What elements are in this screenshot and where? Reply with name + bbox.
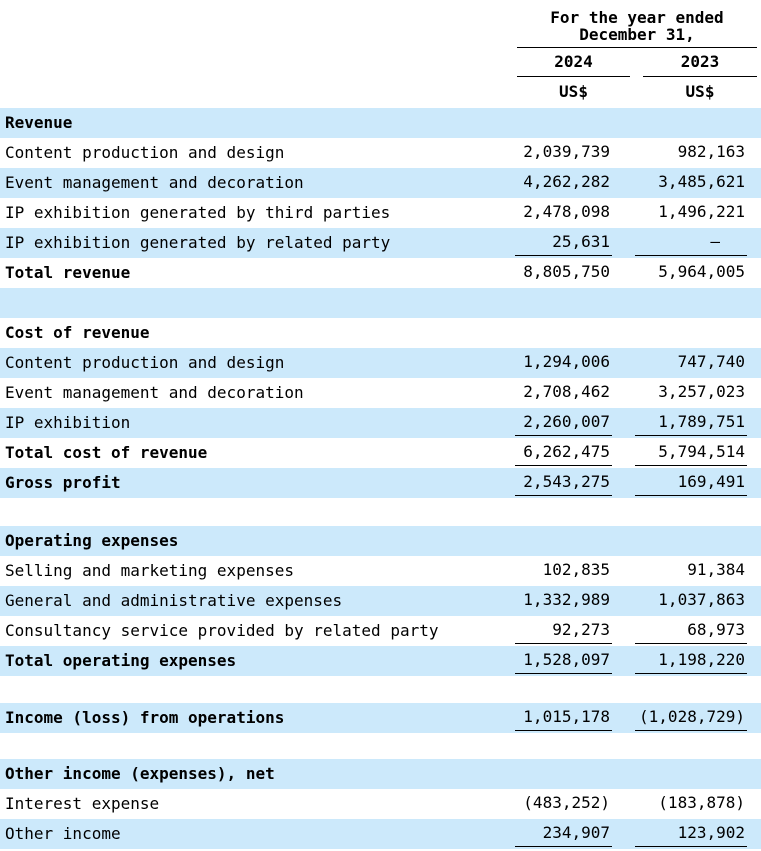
value-2024: 102,835	[542, 560, 610, 579]
value-2024	[515, 526, 612, 554]
value-2023	[635, 759, 747, 787]
value-2024: 6,262,475	[515, 438, 612, 466]
row-label: Cost of revenue	[5, 323, 150, 342]
value-2024	[515, 759, 612, 787]
table-row-gross-profit	[0, 468, 761, 498]
row-label: General and administrative expenses	[5, 591, 343, 610]
row-label: Content production and design	[5, 353, 285, 372]
value-2023	[635, 108, 747, 136]
currency-label-2023: US$	[685, 82, 715, 101]
table-row	[0, 198, 761, 228]
column-header-2023: 2023	[643, 48, 757, 77]
value-2024: 25,631	[515, 228, 612, 256]
value-2024	[515, 108, 612, 136]
value-2024: 2,039,739	[523, 142, 610, 161]
value-2023: 1,198,220	[635, 646, 747, 674]
value-2023	[635, 526, 747, 554]
value-2024: 2,260,007	[515, 408, 612, 436]
table-row	[0, 586, 761, 616]
row-label: Total cost of revenue	[5, 443, 208, 462]
value-2023: 982,163	[677, 142, 745, 161]
spacer-row	[0, 498, 761, 526]
table-row-income-loss-from-operations	[0, 703, 761, 733]
income-statement-table	[0, 108, 761, 849]
row-label: Total revenue	[5, 263, 131, 282]
table-row-section-other-income-net	[0, 759, 761, 789]
table-row	[0, 138, 761, 168]
spacer-row	[0, 676, 761, 703]
value-2024: 1,294,006	[523, 352, 610, 371]
currency-label-2024: US$	[559, 82, 588, 101]
row-label: Interest expense	[5, 794, 160, 813]
value-2023: —	[635, 228, 747, 256]
table-row-total-operating-expenses	[0, 646, 761, 676]
value-2023: 91,384	[687, 560, 745, 579]
spacer-row	[0, 288, 761, 318]
table-row	[0, 789, 761, 819]
value-2024: 1,015,178	[515, 703, 612, 731]
value-2023: 1,789,751	[635, 408, 747, 436]
row-label: Event management and decoration	[5, 173, 304, 192]
value-2023: 3,257,023	[658, 382, 745, 401]
table-row-section-revenue	[0, 108, 761, 138]
value-2023: 1,037,863	[658, 590, 745, 609]
table-row	[0, 378, 761, 408]
table-row	[0, 616, 761, 646]
row-label: Other income (expenses), net	[5, 764, 275, 783]
row-label: Total operating expenses	[5, 651, 237, 670]
period-heading	[517, 6, 757, 48]
column-header-2024: 2024	[517, 48, 630, 77]
table-row-total-cost-of-revenue	[0, 438, 761, 468]
row-label: Consultancy service provided by related party	[5, 621, 439, 640]
value-2024: 2,543,275	[515, 468, 612, 496]
table-header	[0, 0, 761, 108]
table-row-total-revenue	[0, 258, 761, 288]
row-label: Revenue	[5, 113, 73, 132]
value-2023: 5,794,514	[635, 438, 747, 466]
spacer-row	[0, 733, 761, 759]
row-label: Other income	[5, 824, 121, 843]
row-label: Selling and marketing expenses	[5, 561, 294, 580]
column-gap	[630, 48, 643, 77]
table-row	[0, 228, 761, 258]
table-row	[0, 819, 761, 849]
row-label: Income (loss) from operations	[5, 708, 285, 727]
table-row	[0, 348, 761, 378]
value-2023: 1,496,221	[658, 202, 745, 221]
value-2024: 1,528,097	[515, 646, 612, 674]
value-2024	[515, 318, 612, 346]
row-label: IP exhibition generated by third parties	[5, 203, 391, 222]
value-2023: 747,740	[677, 352, 745, 371]
value-2024: 2,478,098	[523, 202, 610, 221]
table-row	[0, 408, 761, 438]
table-row-section-operating-expenses	[0, 526, 761, 556]
value-2024: 2,708,462	[523, 382, 610, 401]
row-label: Content production and design	[5, 143, 285, 162]
value-2024: (483,252)	[523, 793, 610, 812]
year-header-row	[517, 48, 757, 77]
value-2024: 4,262,282	[523, 172, 610, 191]
table-row-section-cost-of-revenue	[0, 318, 761, 348]
currency-header-row	[517, 77, 757, 108]
value-2023: 123,902	[635, 819, 747, 847]
row-label: Gross profit	[5, 473, 121, 492]
column-gap	[630, 77, 643, 108]
value-2023	[635, 318, 747, 346]
period-heading-line1: For the year ended	[550, 8, 724, 27]
value-2023: 5,964,005	[658, 262, 745, 281]
value-2023: 3,485,621	[658, 172, 745, 191]
value-2023: (183,878)	[658, 793, 745, 812]
table-row	[0, 168, 761, 198]
value-2024: 8,805,750	[523, 262, 610, 281]
period-heading-line2: December 31,	[579, 25, 695, 44]
table-row	[0, 556, 761, 586]
row-label: IP exhibition	[5, 413, 131, 432]
value-2023: (1,028,729)	[635, 703, 747, 731]
value-2024: 1,332,989	[523, 590, 610, 609]
value-2023: 169,491	[635, 468, 747, 496]
row-label: Event management and decoration	[5, 383, 304, 402]
value-2023: 68,973	[635, 616, 747, 644]
value-2024: 92,273	[515, 616, 612, 644]
row-label: Operating expenses	[5, 531, 179, 550]
row-label: IP exhibition generated by related party	[5, 233, 391, 252]
value-2024: 234,907	[515, 819, 612, 847]
